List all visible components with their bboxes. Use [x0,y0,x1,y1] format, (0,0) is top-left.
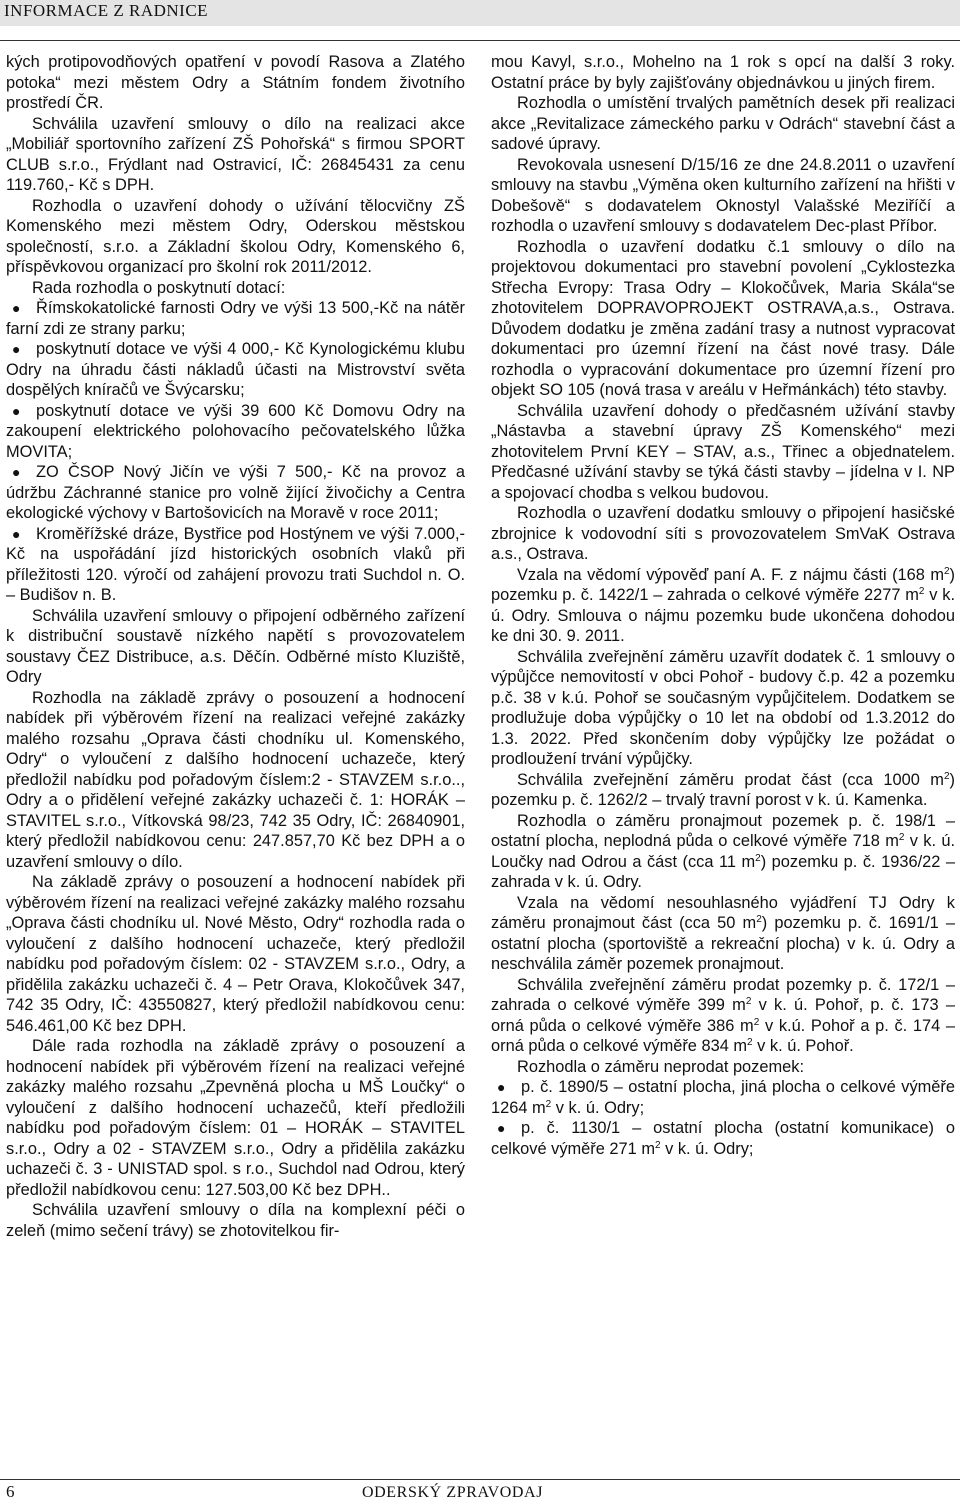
paragraph: Rozhodla o uzavření dodatku č.1 smlouvy o dílo na projektovou dokumentaci pro stavební povolení „Cyklostezka Střecha Evropy: Trasa Odry – Klokočůvek, Maria Skála“se zhotovitelem DOPRAVOPROJEKT OSTRAVA,a.s., Ostrava. Důvodem dodatku je změna zadání trasy a nutnost vypracovat dokumentaci pro územní řízení na část nové trasy. Dále rozhodla o vypracování dokumentace pro územní řízení pro objekt SO 105 (nová trasa v areálu v Heřmánkách) této stavby. [491,237,955,399]
list-item [491,1077,955,1118]
bullet-icon: ● [12,525,21,542]
bullet-icon: ● [497,1120,506,1136]
paragraph: Dále rada rozhodla na základě zprávy o posouzení a hodnocení nabídek při výběrovém řízení na realizaci veřejné zakázky malého rozsahu „Zpevněná plocha u MŠ Loučky“ o vyloučení z dalšího hodnocení uchazečů, kteří předložili nabídku pod pořadovým číslem: 01 – HORÁK – STAVITEL s.r.o., Odry a 02 - STAVZEM s.r.o., Odry a přidělila zakázku uchazeči č. 3 - UNISTAD spol. s r.o., Suchdol nad Odrou, který předložil nabídkovou cenu: 127.503,00 Kč bez DPH.. [6,1037,465,1199]
bottom-rule [0,1479,960,1480]
list-item-text: poskytnutí dotace ve výši 4 000,- Kč Kynologickému klubu Odry na úhradu části nákladů účasti na Mistrovství světa dospělých kníračů ve Švýcarsku; [6,340,465,399]
paragraph: Vzala na vědomí nesouhlasného vyjádření TJ Odry k záměru pronajmout část (cca 50 $m^2$) pozemku p. č. 1691/1 – ostatní plocha (sportoviště a rekreační plocha) v k. ú. Odry a neschválila záměr pozemek pronajmout. [491,893,955,973]
list-item [6,401,465,463]
left-paragraphs-continued [6,606,465,1242]
list-item [491,1118,955,1159]
publication-title: ODERSKÝ ZPRAVODAJ [362,1484,544,1501]
list-item [6,339,465,401]
paragraph: Rozhodla na základě zprávy o posouzení a hodnocení nabídek při výběrovém řízení na realizaci veřejné zakázky malého rozsahu „Oprava části chodníku ul. Komenského, Odry“ o vyloučení z dalšího hodnocení uchazeče, který předložil nabídku pod pořadovým číslem:2 - STAVZEM s.r.o.., Odry a o přidělení veřejné zakázky uchazeči č. 1: HORÁK – STAVITEL s.r.o., Vítkovská 98/23, 742 35 Odry, IČ: 26840901, který předložil nabídkovou cenu: 247.857,70 Kč bez DPH a o uzavření smlouvy o dílo. [6,688,465,871]
paragraph: Schválila uzavření smlouvy o dílo na realizaci akce „Mobiliář sportovního zařízení ZŠ Pohořská“ s firmou SPORT CLUB s.r.o., Frýdlant nad Ostravicí, IČ: 26845431 za cenu 119.760,- Kč s DPH. [6,114,465,194]
right-column [491,52,955,1159]
bullet-icon: ● [497,1079,506,1095]
list-item [6,462,465,524]
paragraph: Rozhodla o uzavření dohody o užívání tělocvičny ZŠ Komenského mezi městem Odry, Oderskou městskou společností, s.r.o. a Základní školou Odry, Komenského 6, příspěvkovou organizací pro školní rok 2011/2012. [6,196,465,276]
paragraph: Schválila zveřejnění záměru prodat část (cca 1000 $m^2$) pozemku p. č. 1262/2 – trvalý travní porost v k. ú. Kamenka. [491,770,955,809]
bullet-icon: ● [12,300,21,316]
paragraph: Schválila zveřejnění záměru prodat pozemky p. č. 172/1 – zahrada o celkové výměře 399 $m^2$ v k. ú. Pohoř, p. č. 173 – orná půda o celkové výměře 386 $m^2$ v k.ú. Pohoř a p. č. 174 – orná půda o celkové výměře 834 $m^2$ v k. ú. Pohoř. [491,975,955,1055]
list-item-text: Římskokatolické farnosti Odry ve výši 13 500,-Kč na nátěr farní zdi ze strany parku; [6,299,465,338]
right-bullet-list [491,1077,955,1159]
list-item-text: poskytnutí dotace ve výši 39 600 Kč Domovu Odry na zakoupení elektrického polohovacího pečovatelského lůžka MOVITA; [6,401,465,461]
paragraph: Schválila uzavření smlouvy o díla na komplexní péči o zeleň (mimo sečení trávy) se zhotovitelkou fir- [6,1201,465,1240]
paragraph: Rozhodla o umístění trvalých pamětních desek při realizaci akce „Revitalizace zámeckého parku v Odrách“ stavební část a sadové úpravy. [491,94,955,153]
left-column [6,52,465,1241]
paragraph: Schválila uzavření smlouvy o připojení odběrného zařízení k distribuční soustavě nízkého napětí s provozovatelem soustavy ČEZ Distribuce, a.s. Děčín. Odběrné místo Kluziště, Odry [6,606,465,686]
paragraph: Revokovala usnesení D/15/16 ze dne 24.8.2011 o uzavření smlouvy na stavbu „Výměna oken kulturního zařízení na hřišti v Dobešově“ s dodavatelem Oknostyl Valašské Meziříčí a rozhodla o uzavření smlouvy s dodavatelem Dec-plast Příbor. [491,155,955,235]
top-rule [0,40,960,41]
paragraph: Rada rozhodla o poskytnutí dotací: [32,278,286,297]
list-item-text: ZO ČSOP Nový Jičín ve výši 7 500,- Kč na provoz a údržbu Záchranné stanice pro volně žijící živočichy a Centra ekologické výchovy v Bartošovicích na Moravě v roce 2011; [6,463,465,522]
right-paragraphs [491,52,955,1077]
left-paragraphs [6,52,465,298]
bullet-icon: ● [12,341,21,357]
list-item-text: p. č. 1890/5 – ostatní plocha, jiná plocha o celkové výměře 1264 $m^2$ v k. ú. Odry; [491,1078,955,1117]
paragraph: mou Kavyl, s.r.o., Mohelno na 1 rok s opcí na další 3 roky. Ostatní práce by byly zajišťovány objednávkou u jiných firem. [491,53,955,92]
paragraph: kých protipovodňových opatření v povodí Rasova a Zlatého potoka“ mezi městem Odry a Státním fondem životního prostředí ČR. [6,53,465,112]
paragraph: Na základě zprávy o posouzení a hodnocení nabídek při výběrovém řízení na realizaci veřejné zakázky malého rozsahu „Oprava části chodníku ul. Nové Město, Odry“ rozhodla rada o vyloučení z dalšího hodnocení uchazeče, který předložil nabídku pod pořadovým číslem: 02 - STAVZEM s.r.o., Odry, a přidělila zakázku uchazeči č. 4 – Petr Orava, Klokočůvek 347, 742 35 Odry, IČ: 43550827, který předložil nabídkovou cenu: 546.461,00 Kč bez DPH. [6,873,465,1035]
paragraph: Schválila zveřejnění záměru uzavřít dodatek č. 1 smlouvy o výpůjčce nemovitostí v obci Pohoř - budovy č.p. 42 a pozemku p.č. 38 v k.ú. Pohoř se současným vypůjčitelem. Dodatkem se prodlužuje doba výpůjčky o 10 let na období od 1.3.2012 do 1.3. 2022. Před skončením doby výpůjčky lze požádat o prodloužení trvání výpůjčky. [491,647,955,768]
paragraph: Rozhodla o záměru pronajmout pozemek p. č. 198/1 – ostatní plocha, neplodná půda o celkové výměře 718 $m^2$ v k. ú. Loučky nad Odrou a část (cca 11 $m^2$) pozemku p. č. 1936/22 – zahrada v k. ú. Odry. [491,811,956,891]
paragraph: Rozhodla o záměru neprodat pozemek: [517,1057,805,1076]
list-item [6,524,465,606]
list-item [6,298,465,339]
page-number: 6 [6,1482,15,1501]
section-title: INFORMACE Z RADNICE [4,1,209,20]
paragraph: Rozhodla o uzavření dodatku smlouvy o připojení hasičské zbrojnice k vodovodní síti s provozovatelem SmVaK Ostrava a.s., Ostrava. [491,504,955,563]
section-header [0,0,960,26]
bullet-icon: ● [12,464,21,480]
list-item-text: p. č. 1130/1 – ostatní plocha (ostatní komunikace) o celkové výměře 271 $m^2$ v k. ú. Odry; [491,1119,955,1158]
list-item-text: Kroměřížské dráze, Bystřice pod Hostýnem ve výši 7.000,- Kč na uspořádání jízd historických osobních vlaků při příležitosti 120. výročí od zahájení provozu trati Suchdol n. O. – Budišov n. B. [6,524,465,604]
bullet-icon: ● [12,402,21,419]
left-bullet-list [6,298,465,606]
paragraph: Vzala na vědomí výpověď paní A. F. z nájmu části (168 $m^2$) pozemku p. č. 1422/1 – zahrada o celkové výměře 2277 $m^2$ v k. ú. Odry. Smlouva o nájmu pozemku bude ukončena dohodou ke dni 30. 9. 2011. [491,565,956,645]
paragraph: Schválila uzavření dohody o předčasném užívání stavby „Nástavba a stavební úpravy ZŠ Komenského“ mezi zhotovitelem První KEY – STAV, a.s., Třinec a objednatelem. Předčasné užívání stavby se týká části stavby – jídelna v I. NP a spojovací chodba s velkou budovou. [491,401,955,502]
